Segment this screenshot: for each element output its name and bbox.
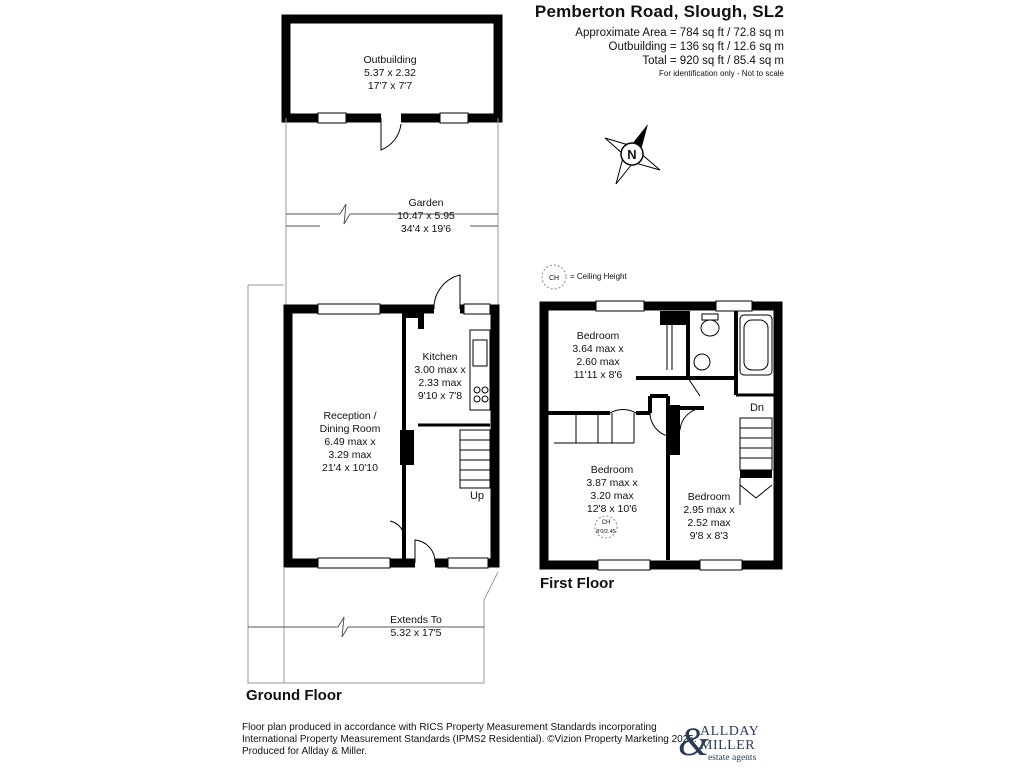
- garden: [286, 118, 498, 305]
- bedroom-main-line2: 3.87 max x: [586, 477, 638, 489]
- bedroom-main-line4: 12'8 x 10'6: [586, 503, 638, 515]
- reception-line2: Dining Room: [319, 423, 381, 435]
- stairs-down-label: Dn: [749, 402, 765, 414]
- agent-logo: [678, 719, 778, 764]
- outbuilding-imperial: 17'7 x 7'7: [367, 80, 413, 92]
- footer-line: Produced for Allday & Miller.: [242, 746, 368, 757]
- ground-floor: [288, 275, 495, 569]
- outbuilding: [286, 19, 498, 150]
- bedroom-top-line3: 2.60 max: [576, 356, 620, 368]
- garden-metric: 10.47 x 5.95: [397, 210, 455, 222]
- compass-icon: [605, 124, 660, 184]
- footer-line: International Property Measurement Standards (IPMS2 Residential). ©Vizion Property Marketing 2025.: [242, 734, 697, 745]
- ground-floor-label: Ground Floor: [246, 687, 342, 704]
- first-floor-label: First Floor: [540, 575, 615, 592]
- reception-line3: 6.49 max x: [324, 436, 376, 448]
- logo-line1: ALLDAY: [700, 724, 760, 739]
- bedroom-small-name: Bedroom: [687, 491, 731, 503]
- first-floor: [544, 301, 778, 570]
- kitchen-name: Kitchen: [422, 351, 458, 363]
- identification-note: For identification only - Not to scale: [659, 69, 784, 78]
- logo-line2: MILLER: [700, 738, 756, 753]
- patio-size: 5.32 x 17'5: [390, 627, 442, 639]
- patio-name: Extends To: [390, 614, 442, 626]
- area-total: Total = 920 sq ft / 85.4 sq m: [642, 55, 784, 67]
- reception-line4: 3.29 max: [328, 449, 372, 461]
- bedroom-top-name: Bedroom: [576, 330, 620, 342]
- footer-line: Floor plan produced in accordance with RICS Property Measurement Standards incorporating: [242, 722, 657, 733]
- bedroom-small-line4: 9'8 x 8'3: [689, 530, 729, 542]
- reception-name: Reception /: [323, 410, 377, 422]
- ceiling-height-legend: [542, 265, 627, 289]
- kitchen-line2: 3.00 max x: [414, 364, 466, 376]
- bedroom-small-line2: 2.95 max x: [683, 504, 735, 516]
- area-outbuilding: Outbuilding = 136 sq ft / 12.6 sq m: [608, 41, 784, 53]
- kitchen-line3: 2.33 max: [418, 377, 462, 389]
- bedroom-top-line4: 11'11 x 8'6: [573, 369, 623, 381]
- reception-line5: 21'4 x 10'10: [322, 462, 378, 474]
- ceiling-height-marker-label: CH: [601, 520, 611, 526]
- stairs-up-label: Up: [469, 490, 485, 502]
- bedroom-main-name: Bedroom: [590, 464, 634, 476]
- legend-ch-label: CH: [548, 275, 560, 282]
- compass-north-label: N: [627, 147, 637, 162]
- ceiling-height-value: 8'0/2.45: [596, 529, 616, 535]
- bedroom-small-line3: 2.52 max: [687, 517, 731, 529]
- bedroom-top-line2: 3.64 max x: [572, 343, 624, 355]
- footer-disclaimer: [242, 722, 697, 758]
- area-approximate: Approximate Area = 784 sq ft / 72.8 sq m: [575, 27, 784, 39]
- logo-ampersand: &: [678, 719, 710, 764]
- legend-ch-text: = Ceiling Height: [570, 272, 627, 281]
- bedroom-main-line3: 3.20 max: [590, 490, 634, 502]
- outbuilding-metric: 5.37 x 2.32: [364, 67, 416, 79]
- garden-imperial: 34'4 x 19'6: [400, 223, 452, 235]
- garden-name: Garden: [408, 197, 444, 209]
- outbuilding-name: Outbuilding: [363, 54, 417, 66]
- property-title: Pemberton Road, Slough, SL2: [534, 2, 784, 21]
- kitchen-line4: 9'10 x 7'8: [417, 390, 463, 402]
- logo-line3: estate agents: [708, 753, 757, 763]
